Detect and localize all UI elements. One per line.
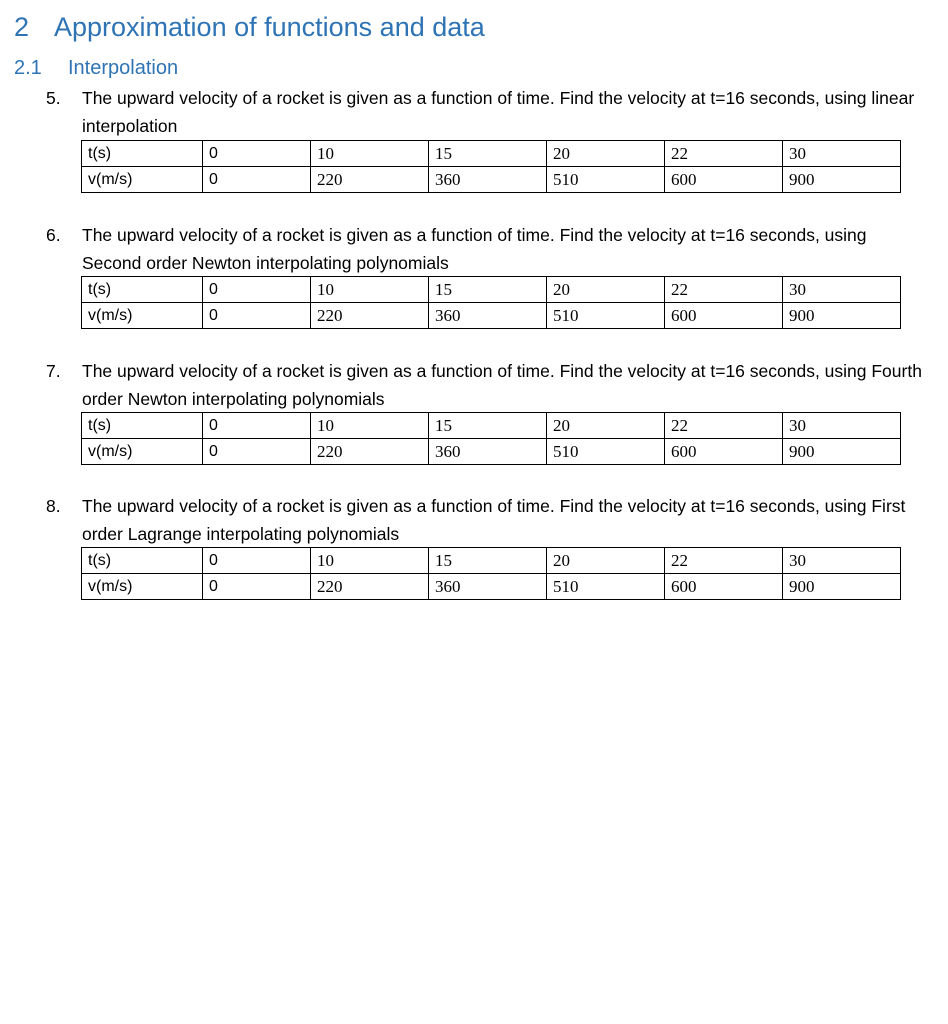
table-cell: 510: [546, 167, 664, 193]
table-cell: 10: [310, 277, 428, 303]
table-row-time: [82, 548, 901, 574]
table-cell: 600: [664, 439, 782, 465]
data-table-q8: [81, 547, 901, 600]
question-7: [46, 357, 926, 413]
table-cell: 30: [782, 548, 900, 574]
table-cell: 30: [782, 141, 900, 167]
question-number: 6.: [46, 225, 61, 245]
table-cell: 0: [203, 439, 311, 465]
question-text: The upward velocity of a rocket is given as a function of time. Find the velocity at t=16 seconds, using Second order Newton interpolating polynomials: [82, 225, 867, 273]
table-cell: 15: [428, 277, 546, 303]
question-8: [46, 492, 926, 548]
question-text: The upward velocity of a rocket is given as a function of time. Find the velocity at t=16 seconds, using linear interpolation: [82, 88, 915, 136]
table-cell: 900: [782, 439, 900, 465]
table-row-velocity: [82, 574, 901, 600]
table-cell: 510: [546, 439, 664, 465]
section-number: 2: [14, 12, 30, 42]
table-cell: 0: [203, 167, 311, 193]
table-cell: 20: [546, 141, 664, 167]
table-cell: 22: [664, 548, 782, 574]
table-cell: 0: [203, 277, 311, 303]
table-cell: 20: [546, 413, 664, 439]
table-cell: 0: [203, 141, 311, 167]
table-cell: t(s): [82, 413, 203, 439]
table-cell: v(m/s): [82, 303, 203, 329]
table-row-velocity: [82, 439, 901, 465]
table-row-velocity: [82, 167, 901, 193]
subsection-number: 2.1: [14, 57, 42, 79]
table-cell: 510: [546, 303, 664, 329]
table-row-time: [82, 141, 901, 167]
table-cell: 20: [546, 548, 664, 574]
question-text: The upward velocity of a rocket is given as a function of time. Find the velocity at t=16 seconds, using First order Lagrange interpolating polynomials: [82, 496, 906, 544]
table-cell: 10: [310, 413, 428, 439]
table-cell: 10: [310, 548, 428, 574]
question-5: [46, 84, 926, 140]
table-cell: 600: [664, 303, 782, 329]
table-cell: 30: [782, 277, 900, 303]
table-cell: 510: [546, 574, 664, 600]
table-cell: 360: [428, 303, 546, 329]
table-cell: 900: [782, 167, 900, 193]
table-cell: 30: [782, 413, 900, 439]
table-cell: 20: [546, 277, 664, 303]
table-row-time: [82, 277, 901, 303]
table-cell: 15: [428, 413, 546, 439]
table-cell: 900: [782, 303, 900, 329]
subsection-title: Interpolation: [68, 57, 179, 79]
table-cell: 15: [428, 548, 546, 574]
table-cell: 0: [203, 303, 311, 329]
section-heading: [14, 10, 485, 44]
question-text: The upward velocity of a rocket is given as a function of time. Find the velocity at t=16 seconds, using Fourth order Newton interpolating polynomials: [82, 361, 922, 409]
table-row-velocity: [82, 303, 901, 329]
table-cell: 22: [664, 141, 782, 167]
data-table-q7: [81, 412, 901, 465]
question-number: 8.: [46, 496, 61, 516]
question-number: 5.: [46, 88, 61, 108]
question-number: 7.: [46, 361, 61, 381]
data-table-q5: [81, 140, 901, 193]
table-cell: v(m/s): [82, 574, 203, 600]
table-cell: 0: [203, 548, 311, 574]
table-cell: 22: [664, 413, 782, 439]
table-cell: 360: [428, 574, 546, 600]
table-cell: v(m/s): [82, 439, 203, 465]
subsection-heading: [14, 55, 178, 81]
table-cell: 0: [203, 413, 311, 439]
table-cell: 600: [664, 574, 782, 600]
table-cell: t(s): [82, 277, 203, 303]
table-cell: 220: [310, 167, 428, 193]
table-cell: t(s): [82, 548, 203, 574]
table-cell: 360: [428, 439, 546, 465]
table-cell: 0: [203, 574, 311, 600]
question-6: [46, 221, 926, 277]
table-cell: 220: [310, 303, 428, 329]
table-cell: 900: [782, 574, 900, 600]
table-row-time: [82, 413, 901, 439]
table-cell: 22: [664, 277, 782, 303]
data-table-q6: [81, 276, 901, 329]
table-cell: t(s): [82, 141, 203, 167]
table-cell: 220: [310, 439, 428, 465]
table-cell: 360: [428, 167, 546, 193]
table-cell: v(m/s): [82, 167, 203, 193]
section-title: Approximation of functions and data: [54, 12, 485, 42]
table-cell: 600: [664, 167, 782, 193]
table-cell: 15: [428, 141, 546, 167]
table-cell: 220: [310, 574, 428, 600]
table-cell: 10: [310, 141, 428, 167]
